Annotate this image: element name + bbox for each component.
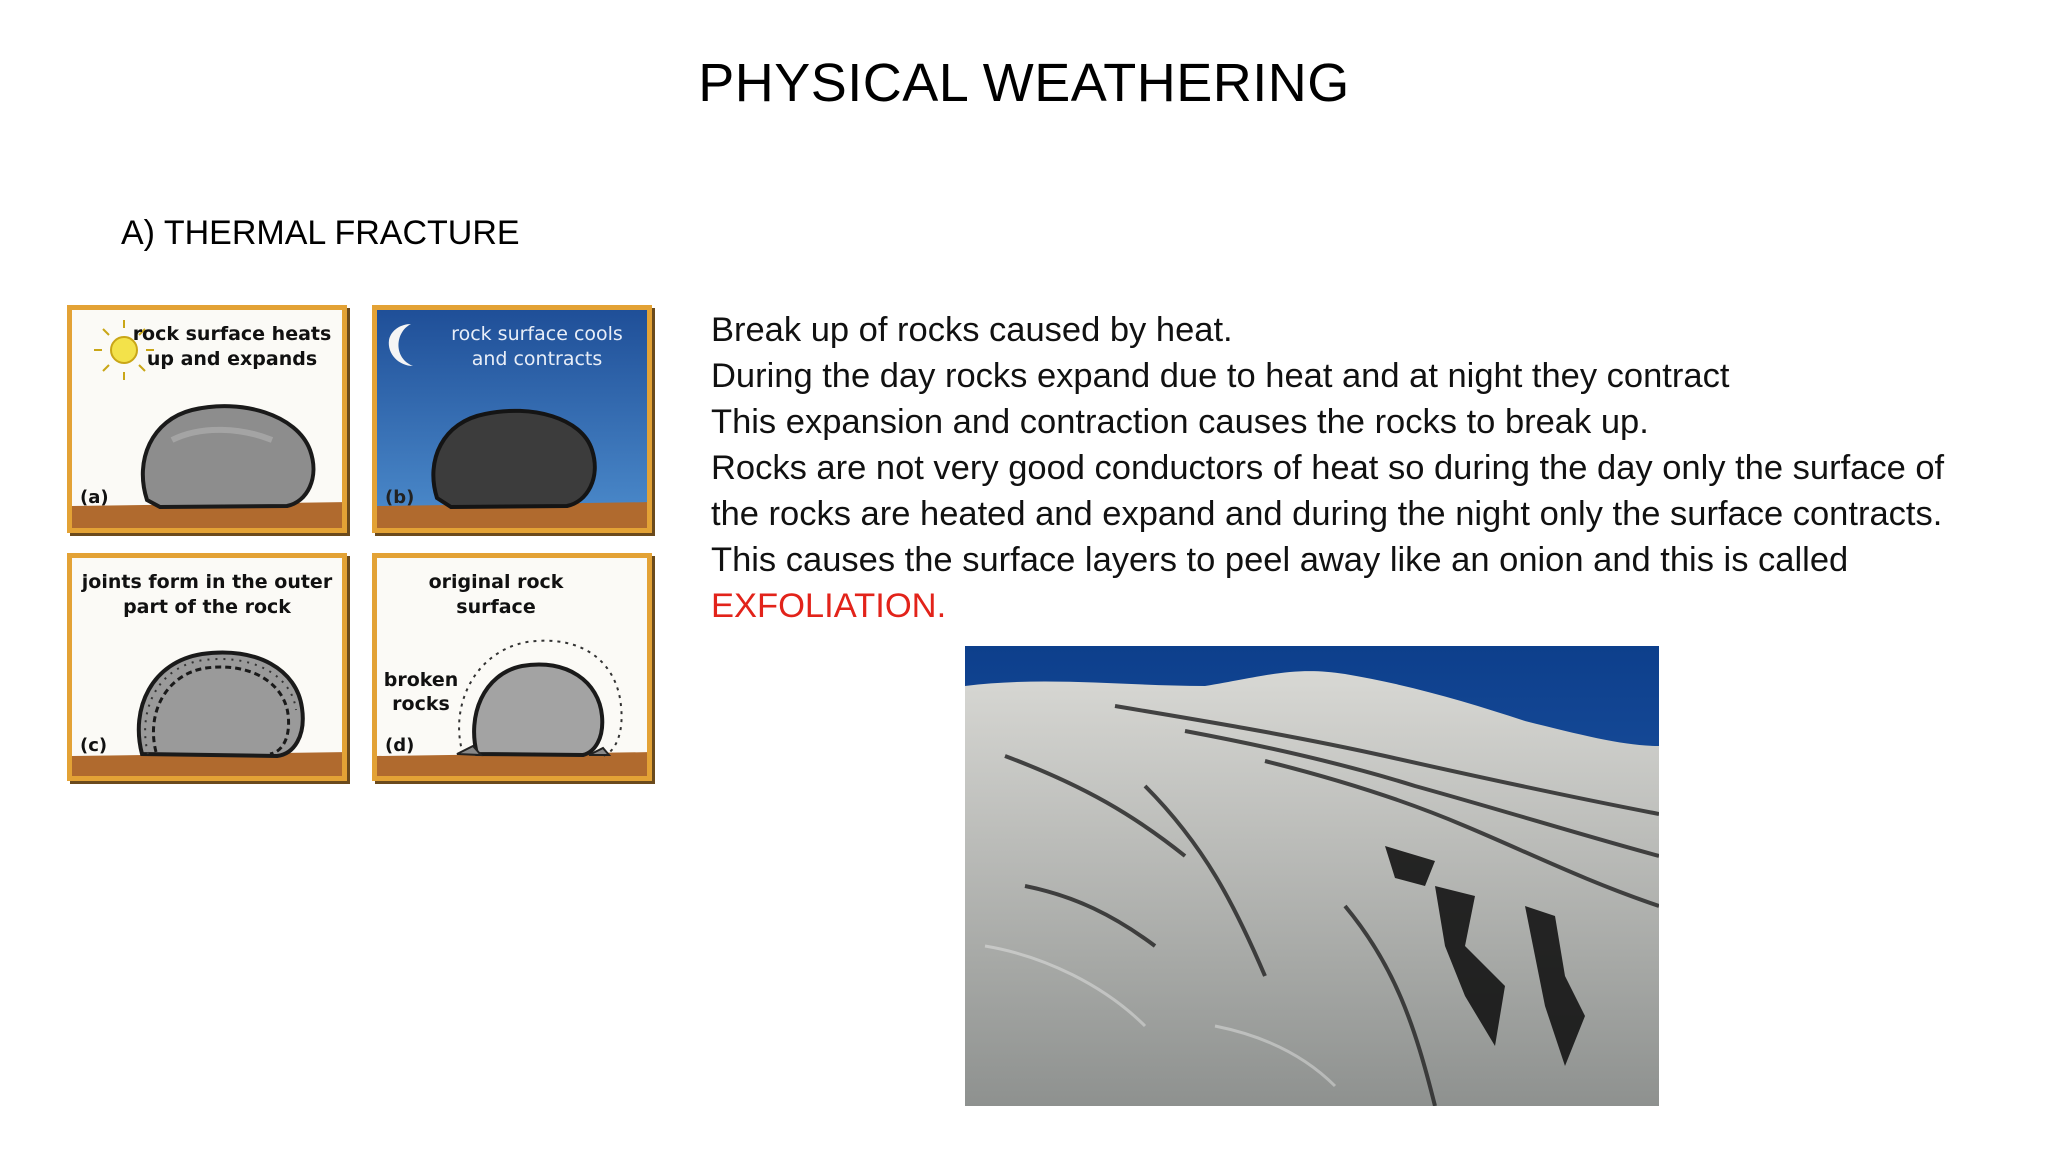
rock-shape: [433, 411, 594, 507]
panel-c-letter: (c): [80, 735, 108, 756]
panel-c-caption-line1: joints form in the outer: [81, 571, 333, 593]
panel-b-caption-line2: and contracts: [471, 348, 603, 370]
diagram-panel-a: [67, 305, 347, 533]
diagram-panel-d: [372, 553, 652, 781]
text-line-1: Break up of rocks caused by heat.: [711, 311, 1233, 349]
text-line-4: Rocks are not very good conductors of heat so during the day only the surface of the rocks are heated and expand and during the night only the surface contracts. This causes the surface layers to peel away like an onion and this is called: [711, 449, 1945, 579]
explanation-text: [711, 307, 2001, 629]
panel-a-caption-line1: rock surface heats: [132, 323, 332, 345]
rock-shape: [143, 406, 314, 507]
diagram-panel-b: [372, 305, 652, 533]
panel-a-letter: (a): [80, 487, 109, 508]
panel-d-side-line1: broken: [383, 669, 459, 691]
panel-c-caption-line2: part of the rock: [123, 596, 291, 618]
slide-title: PHYSICAL WEATHERING: [698, 53, 1350, 113]
exfoliation-term: EXFOLIATION.: [711, 587, 947, 625]
panel-a-caption-line2: up and expands: [146, 348, 318, 370]
panel-b-caption-line1: rock surface cools: [451, 323, 623, 345]
panel-d-side-line2: rocks: [392, 693, 450, 715]
panel-d-letter: (d): [385, 735, 415, 756]
panel-d-caption-line1: original rock: [428, 571, 564, 593]
text-line-2: During the day rocks expand due to heat and at night they contract: [711, 357, 1730, 395]
text-line-3: This expansion and contraction causes the rocks to break up.: [711, 403, 1649, 441]
panel-d-caption-line2: surface: [456, 596, 536, 618]
exfoliation-photo: [965, 646, 1659, 1106]
section-heading: A) THERMAL FRACTURE: [121, 214, 520, 252]
panel-b-letter: (b): [385, 487, 415, 508]
diagram-panel-c: [67, 553, 347, 781]
